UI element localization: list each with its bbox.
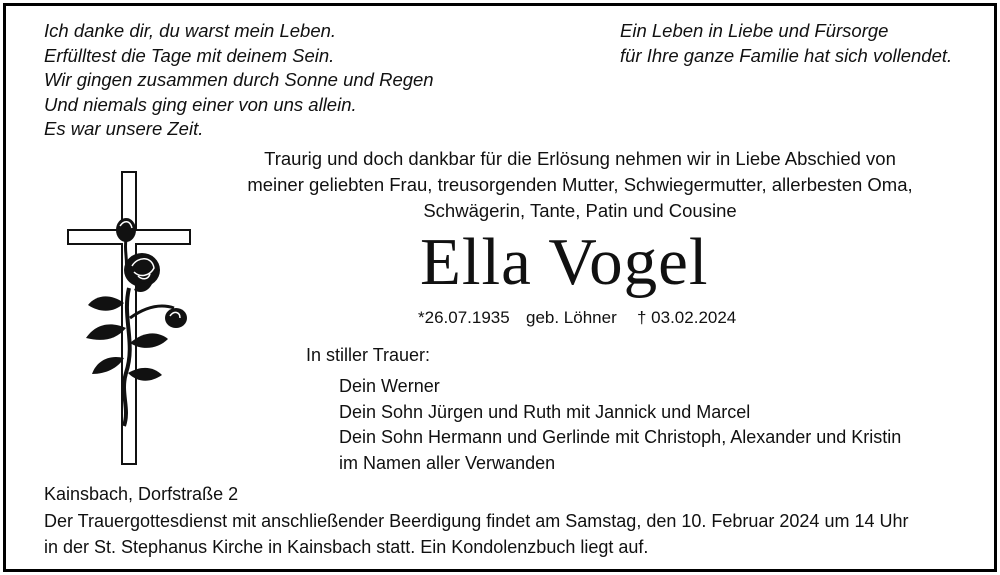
poem-right-line: Ein Leben in Liebe und Fürsorge [620, 20, 889, 41]
intro-line: Traurig und doch dankbar für die Erlösung nehmen wir in Liebe Abschied von [264, 148, 896, 169]
poem-left [44, 19, 434, 142]
service-line: Der Trauergottesdienst mit anschließender Beerdigung findet am Samstag, den 10. Februar 2024 um 14 Uhr [44, 511, 909, 531]
deceased-name: Ella Vogel [420, 225, 709, 299]
mourners-list [339, 374, 901, 476]
poem-left-line: Wir gingen zusammen durch Sonne und Regen [44, 69, 434, 90]
intro-line: meiner geliebten Frau, treusorgenden Mutter, Schwiegermutter, allerbesten Oma, [247, 174, 913, 195]
poem-left-line: Und niemals ging einer von uns allein. [44, 93, 357, 115]
intro-line: Schwägerin, Tante, Patin und Cousine [423, 200, 737, 221]
death-date: † 03.02.2024 [637, 308, 737, 327]
poem-left-line: Es war unsere Zeit. [44, 118, 204, 139]
address: Kainsbach, Dorfstraße 2 [44, 484, 239, 504]
poem-right-line: für Ihre ganze Familie hat sich vollendet. [620, 44, 953, 66]
birth-date: *26.07.1935 [418, 308, 510, 327]
mourner-line: Dein Sohn Jürgen und Ruth mit Jannick und Marcel [339, 401, 751, 422]
poem-left-line: Erfülltest die Tage mit deinem Sein. [44, 44, 335, 66]
mourning-label: In stiller Trauer: [306, 345, 431, 365]
service-line: in der St. Stephanus Kirche in Kainsbach statt. Ein Kondolenzbuch liegt auf. [44, 537, 649, 557]
mourner-line: Dein Sohn Hermann und Gerlinde mit Christoph, Alexander und Kristin [339, 427, 902, 447]
poem-left-line: Ich danke dir, du warst mein Leben. [44, 20, 337, 41]
poem-right [620, 19, 952, 68]
service-info [44, 508, 908, 560]
maiden-name: geb. Löhner [526, 308, 617, 327]
mourner-line: im Namen aller Verwanden [339, 452, 556, 473]
mourner-line: Dein Werner [339, 376, 440, 396]
intro-text [160, 146, 1000, 224]
